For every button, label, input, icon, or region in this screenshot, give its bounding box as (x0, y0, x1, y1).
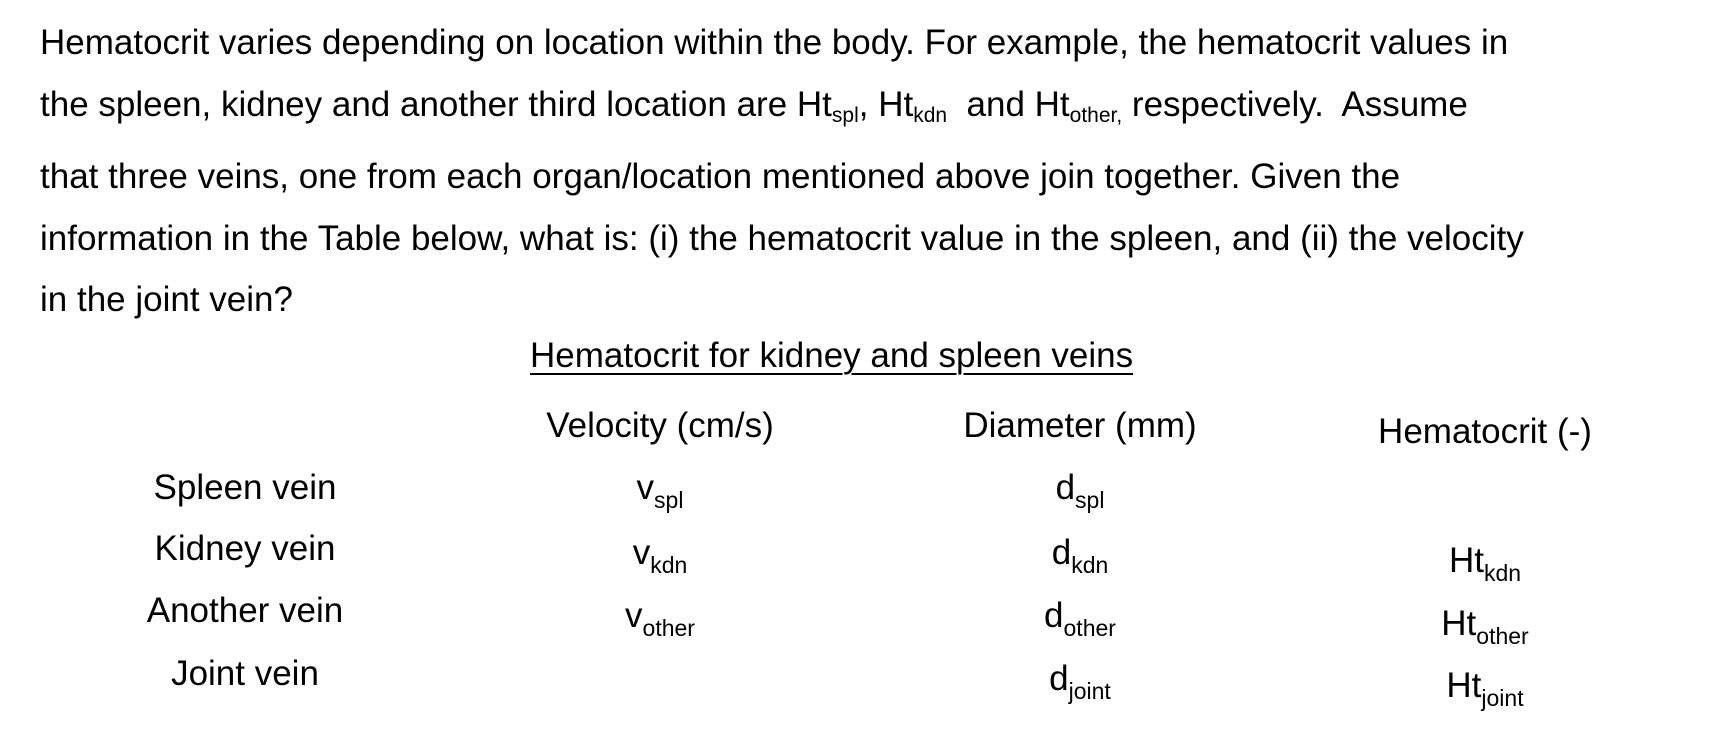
velocity-spleen-symbol: v (636, 468, 655, 507)
paragraph-line-1: Hematocrit varies depending on location within the body. For example, the hematocrit values in (40, 23, 1509, 62)
ht-spleen-symbol: Ht (796, 84, 832, 124)
row-label-kidney: Kidney vein (154, 529, 336, 568)
paragraph-line-2-start: the spleen, kidney and another third location are (40, 84, 797, 124)
hematocrit-joint-symbol: Ht (1446, 666, 1482, 705)
diameter-joint-subscript: joint (1068, 678, 1111, 704)
diameter-joint-symbol: d (1049, 659, 1069, 698)
diameter-spleen-subscript: spl (1075, 487, 1105, 513)
diameter-another-symbol: d (1044, 596, 1064, 635)
header-velocity: Velocity (cm/s) (546, 406, 774, 445)
diameter-kidney (940, 530, 1220, 588)
hematocrit-another (1360, 601, 1610, 659)
velocity-kidney-subscript: kdn (650, 552, 688, 578)
hematocrit-another-symbol: Ht (1441, 604, 1477, 643)
diameter-spleen (940, 465, 1220, 523)
diameter-kidney-subscript: kdn (1071, 552, 1109, 578)
ht-other-symbol: Ht (1034, 84, 1070, 124)
diameter-spleen-symbol: d (1055, 468, 1076, 507)
diameter-kidney-symbol: d (1051, 533, 1072, 572)
row-label-another: Another vein (146, 591, 344, 630)
problem-paragraph (40, 12, 1700, 331)
separator-comma: , (858, 84, 879, 124)
diameter-joint (940, 656, 1220, 714)
paragraph-line-3: that three veins, one from each organ/location mentioned above join together. Given the (40, 157, 1401, 196)
header-hematocrit: Hematocrit (-) (1378, 412, 1592, 451)
velocity-another-subscript: other (642, 615, 695, 641)
ht-kidney-subscript: kdn (913, 103, 948, 127)
diameter-another-subscript: other (1063, 615, 1116, 641)
header-diameter: Diameter (mm) (963, 406, 1197, 445)
velocity-another (530, 593, 790, 651)
ht-spleen-subscript: spl (831, 103, 859, 127)
hematocrit-joint (1360, 663, 1610, 721)
paragraph-line-4: information in the Table below, what is: (i) the hematocrit value in the spleen, and (ii) the velocity (40, 218, 1524, 258)
row-label-joint: Joint vein (171, 654, 319, 693)
ht-other-subscript: other, (1069, 103, 1123, 127)
hematocrit-kidney (1360, 538, 1610, 596)
velocity-kidney-symbol: v (632, 533, 651, 572)
velocity-another-symbol: v (625, 596, 643, 635)
hematocrit-kidney-symbol: Ht (1448, 541, 1484, 580)
paragraph-line-2 (40, 74, 1700, 147)
conjunction-and: and (947, 84, 1035, 124)
hematocrit-joint-subscript: joint (1481, 685, 1524, 711)
ht-kidney-symbol: Ht (878, 84, 914, 124)
velocity-spleen-subscript: spl (654, 487, 684, 513)
row-label-spleen: Spleen vein (153, 468, 337, 507)
diameter-another (940, 593, 1220, 651)
paragraph-line-5: in the joint vein? (40, 280, 293, 319)
velocity-kidney (530, 530, 790, 588)
hematocrit-kidney-subscript: kdn (1483, 560, 1522, 586)
velocity-spleen (530, 465, 790, 523)
table-title: Hematocrit for kidney and spleen veins (530, 336, 1134, 375)
paragraph-line-2-end: respectively. Assume (1122, 84, 1468, 124)
hematocrit-another-subscript: other (1476, 623, 1529, 649)
